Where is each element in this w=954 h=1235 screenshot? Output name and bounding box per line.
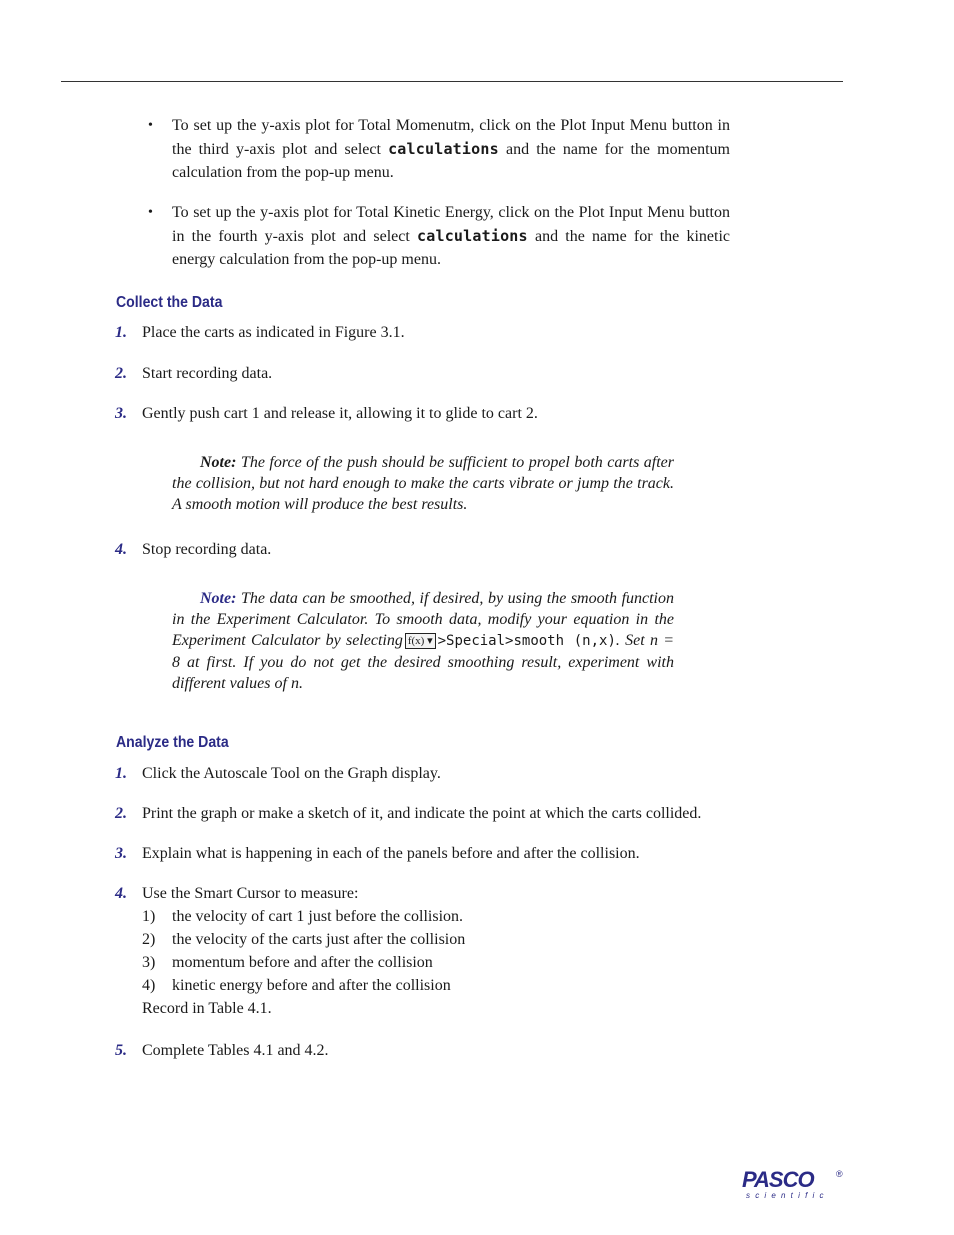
step-text: Place the carts as indicated in Figure 3.1. (142, 324, 405, 341)
bullet-momentum (148, 114, 730, 185)
measure-item: 4) kinetic energy before and after the collision (142, 977, 451, 994)
step-text: Use the Smart Cursor to measure: (142, 885, 359, 902)
bullet-text: To set up the y-axis plot for Total Kinetic Energy, click on the Plot Input Menu button in the fourth y-axis plot and select calculations and the name for the kinetic energy calculation from the pop-up menu. (172, 204, 731, 268)
collect-step-4 (115, 538, 725, 561)
bullet-kinetic-energy (148, 201, 730, 272)
collect-step-2 (115, 362, 725, 385)
bullet-dot: • (148, 205, 153, 220)
logo-wordmark: PASCO (742, 1167, 814, 1192)
step-number: 2. (115, 365, 127, 382)
menu-item-calculations: calculations (417, 226, 528, 245)
note-text: The data can be smoothed, if desired, by using the smooth function in the Experiment Calculator. To smooth data, modify your equation in the Experiment Calculator by selecting (172, 590, 674, 649)
bullet-dot: • (148, 118, 153, 133)
collect-step-3 (115, 402, 725, 425)
measure-item: 1) the velocity of cart 1 just before the collision. (142, 908, 464, 925)
note-push-force (172, 452, 674, 515)
step-number: 4. (115, 885, 127, 902)
note-text: . Set n = 8 at first. If you do not get the desired smoothing result, experiment with different values of n. (172, 632, 674, 692)
function-path: >Special>smooth (n,x) (437, 633, 616, 649)
logo-subtitle: scientific (746, 1191, 829, 1200)
step-text: Print the graph or make a sketch of it, and indicate the point at which the carts collided. (142, 805, 702, 822)
analyze-step-5 (115, 1039, 725, 1062)
note-label: Note: (200, 590, 237, 607)
step-text: Complete Tables 4.1 and 4.2. (142, 1042, 329, 1059)
menu-item-calculations: calculations (388, 139, 499, 158)
step-text: Explain what is happening in each of the panels before and after the collision. (142, 845, 640, 862)
step-number: 1. (115, 765, 127, 782)
step-text: Stop recording data. (142, 541, 272, 558)
analyze-step-2 (115, 802, 725, 825)
section-heading-analyze: Analyze the Data (116, 734, 229, 751)
step-text: Start recording data. (142, 365, 273, 382)
bullet-text: To set up the y-axis plot for Total Momenutm, click on the Plot Input Menu button in the third y-axis plot and select calculations and the name for the momentum calculation from the pop-up menu. (172, 117, 730, 181)
step-number: 5. (115, 1042, 127, 1059)
step-number: 4. (115, 541, 127, 558)
measure-item: 2) the velocity of the carts just after the collision (142, 931, 466, 948)
pasco-logo (742, 1169, 842, 1205)
step-number: 2. (115, 805, 127, 822)
analyze-step-3 (115, 842, 725, 865)
note-text: The force of the push should be sufficient to propel both carts after the collision, but not hard enough to make the carts vibrate or jump the track. A smooth motion will produce the best results. (172, 454, 674, 513)
step-number: 3. (115, 845, 127, 862)
header-rule (61, 81, 843, 82)
collect-step-1 (115, 321, 725, 344)
note-label: Note: (200, 454, 237, 471)
step-text: Gently push cart 1 and release it, allowing it to glide to cart 2. (142, 405, 538, 422)
note-smoothing (172, 588, 674, 694)
step-text: Click the Autoscale Tool on the Graph display. (142, 765, 441, 782)
section-heading-collect: Collect the Data (116, 294, 223, 311)
registered-mark: ® (836, 1169, 843, 1179)
analyze-step-4 (115, 882, 725, 1020)
step-number: 1. (115, 324, 127, 341)
analyze-step-1 (115, 762, 725, 785)
measure-item: 3) momentum before and after the collision (142, 954, 433, 971)
step-number: 3. (115, 405, 127, 422)
function-menu-button: f(x) ▾ (405, 633, 436, 649)
record-instruction: Record in Table 4.1. (142, 1000, 272, 1017)
